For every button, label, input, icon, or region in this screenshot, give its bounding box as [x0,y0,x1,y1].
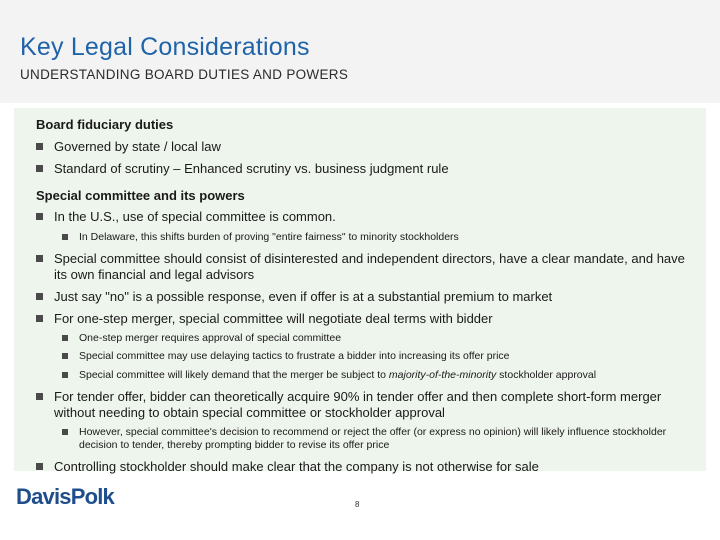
sub-bullet-text: In Delaware, this shifts burden of proving "entire fairness" to minority stockholders [79,231,459,243]
sub-bullet-square-icon [62,335,68,341]
sub-bullet-item [62,231,696,244]
sub-bullet-text: However, special committee's decision to recommend or reject the offer (or express no opinion) will likely influence stockholder decision to tender, thereby prompting bidder to revise its offer price [79,426,667,451]
bullet-text: Governed by state / local law [54,139,221,154]
bullet-square-icon [36,143,43,150]
bullet-text: Just say "no" is a possible response, even if offer is at a substantial premium to market [54,289,553,304]
sub-bullet-text [79,369,696,382]
slide-title: Key Legal Considerations [20,33,310,61]
bullet-text: For one-step merger, special committee will negotiate deal terms with bidder [54,311,493,326]
davis-polk-logo: DavisPolk [16,484,114,509]
bullet-item [36,311,696,327]
sub-bullet-item [62,369,696,382]
bullet-text: For tender offer, bidder can theoretically acquire 90% in tender offer and then complete short-form merger without needing to obtain special committee or stockholder approval [54,389,662,420]
bullet-text: Controlling stockholder should make clear that the company is not otherwise for sale [54,459,539,474]
bullet-item [36,289,696,305]
sub-bullet-square-icon [62,353,68,359]
bullet-square-icon [36,315,43,322]
bullet-square-icon [36,463,43,470]
sub-bullet-text-before: Special committee will likely demand that the merger be subject to [79,369,389,381]
sub-bullet-emphasis: majority-of-the-minority [388,369,497,381]
sub-bullet-square-icon [62,234,68,240]
section-heading-special-committee: Special committee and its powers [36,188,245,203]
bullet-item [36,209,696,225]
sub-bullet-item [62,350,696,363]
bullet-item [36,389,696,421]
bullet-square-icon [36,213,43,220]
sub-bullet-text-after: stockholder approval [496,369,597,381]
bullet-square-icon [36,255,43,262]
section-heading-fiduciary-duties: Board fiduciary duties [36,117,174,132]
sub-bullet-text: Special committee may use delaying tactics to frustrate a bidder into increasing its offer price [79,350,510,362]
page-number: 8 [355,500,360,509]
bullet-text: Special committee should consist of disinterested and independent directors, have a clear mandate, and have its own financial and legal advisors [54,251,685,282]
bullet-item [36,139,696,155]
sub-bullet-item [62,426,696,452]
bullet-square-icon [36,393,43,400]
bullet-square-icon [36,293,43,300]
sub-bullet-item [62,332,696,345]
bullet-item [36,251,696,283]
bullet-square-icon [36,165,43,172]
sub-bullet-square-icon [62,372,68,378]
slide-subtitle: UNDERSTANDING BOARD DUTIES AND POWERS [20,67,349,82]
sub-bullet-square-icon [62,429,68,435]
bullet-text: Standard of scrutiny – Enhanced scrutiny vs. business judgment rule [54,161,449,176]
bullet-item [36,459,696,475]
sub-bullet-text: One-step merger requires approval of special committee [79,332,342,344]
bullet-text: In the U.S., use of special committee is common. [54,209,336,224]
bullet-item [36,161,696,177]
